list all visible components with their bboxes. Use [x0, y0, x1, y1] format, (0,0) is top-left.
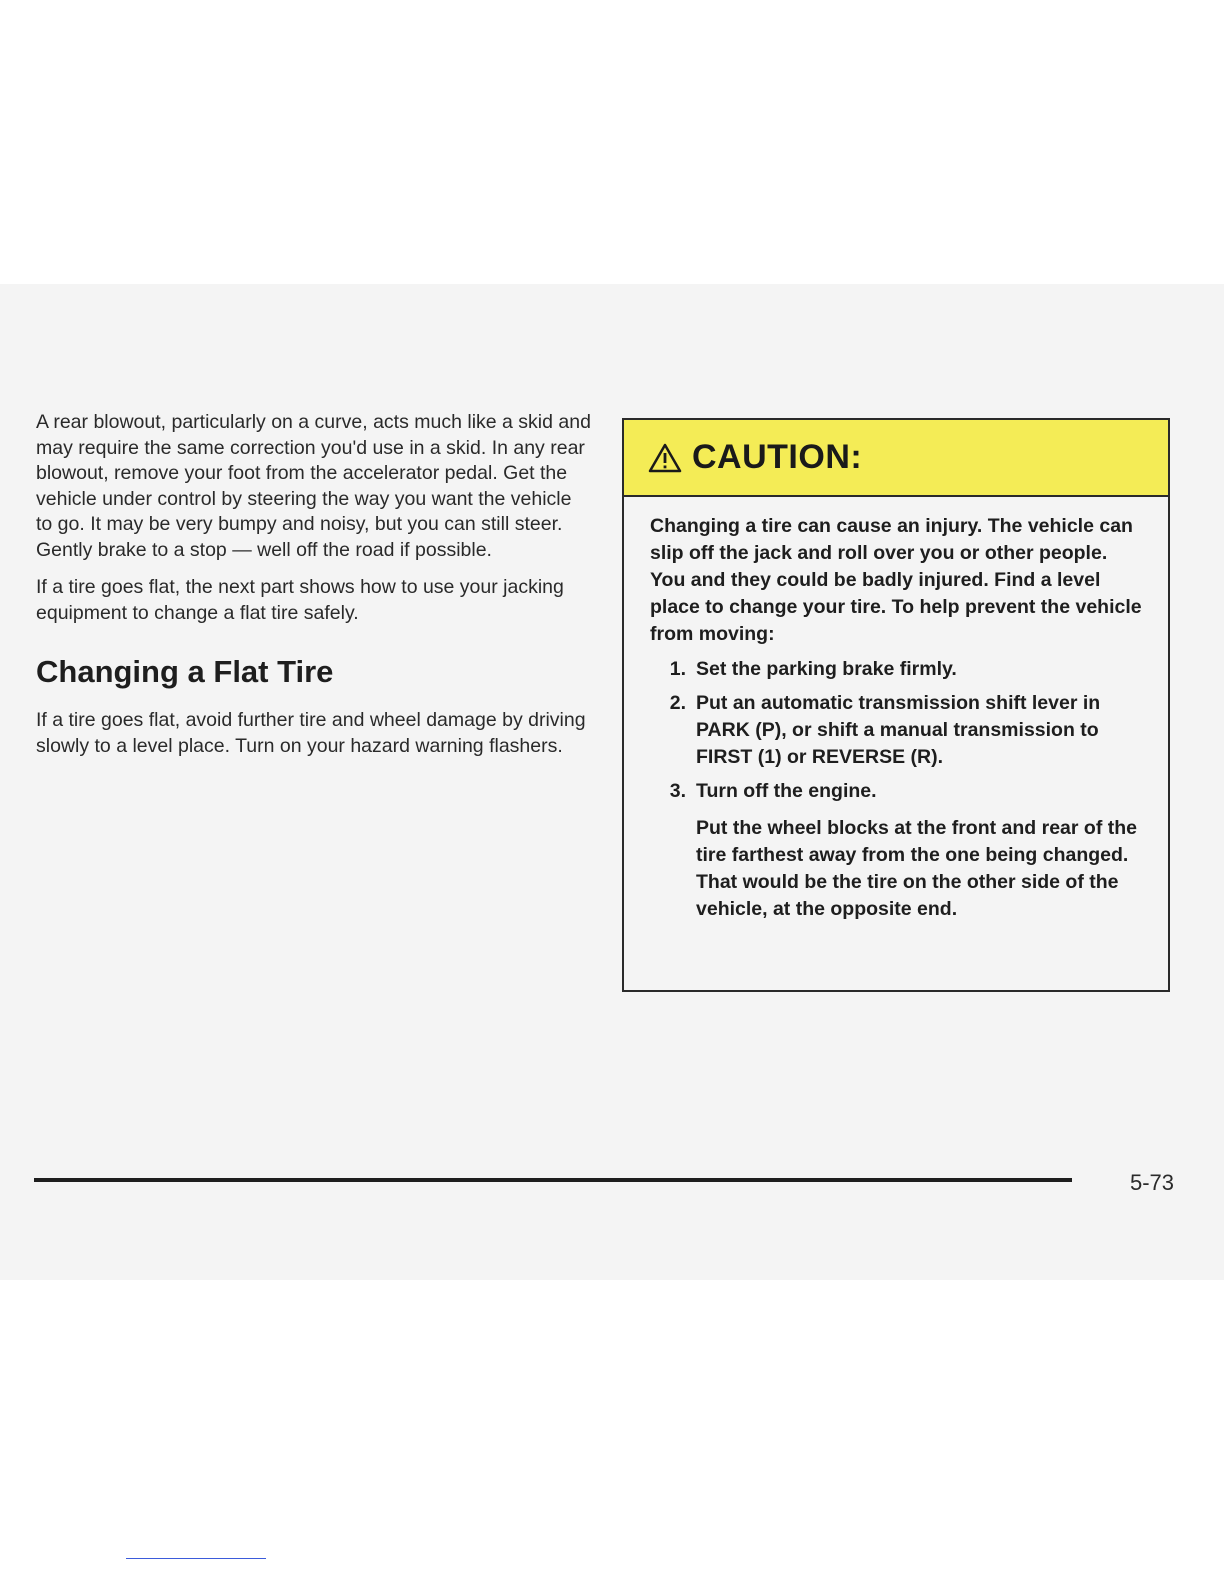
bottom-rule [126, 1558, 266, 1559]
rear-blowout-paragraph: A rear blowout, particularly on a curve, acts much like a skid and may require the same correction you'd use in a skid. In any rear blowout, remove your foot from the accelerator pedal. Get the vehicle under control by steering the way you want the vehicle to go. It may be very bumpy and noisy, but you can still steer. Gently brake to a stop — well off the road if possible. [36, 411, 591, 561]
section-paragraph: If a tire goes flat, avoid further tire and wheel damage by driving slowly to a level place. Turn on your hazard warning flashers. [36, 709, 586, 757]
step-text: Put an automatic transmission shift lever in PARK (P), or shift a manual transmission to FIRST (1) or REVERSE (R). [696, 692, 1101, 768]
caution-box [622, 418, 1170, 992]
caution-header [624, 420, 1168, 497]
caution-body [624, 497, 1168, 923]
caution-intro: Changing a tire can cause an injury. The vehicle can slip off the jack and roll over you or other people. You and they could be badly injured. Find a level place to change your tire. To help prevent the vehicle from moving: [650, 515, 1142, 645]
page-number: 5-73 [1129, 1170, 1174, 1195]
section-heading: Changing a Flat Tire [36, 654, 334, 689]
caution-note: Put the wheel blocks at the front and rear of the tire farthest away from the one being changed. That would be the tire on the other side of the vehicle, at the opposite end. [696, 817, 1137, 920]
left-column [36, 410, 592, 771]
step-number: 2. [669, 692, 686, 714]
flat-tire-intro-paragraph: If a tire goes flat, the next part shows how to use your jacking equipment to change a flat tire safely. [36, 576, 564, 624]
caution-steps [650, 656, 1142, 805]
warning-triangle-icon [648, 443, 682, 473]
step-text: Set the parking brake firmly. [696, 658, 957, 680]
footer-divider [34, 1178, 1072, 1182]
caution-step [650, 690, 1142, 771]
step-number: 3. [669, 780, 686, 802]
caution-step [650, 656, 1142, 683]
caution-step [650, 778, 1142, 805]
step-number: 1. [669, 658, 686, 680]
caution-title: CAUTION: [692, 438, 863, 476]
step-text: Turn off the engine. [696, 780, 877, 802]
